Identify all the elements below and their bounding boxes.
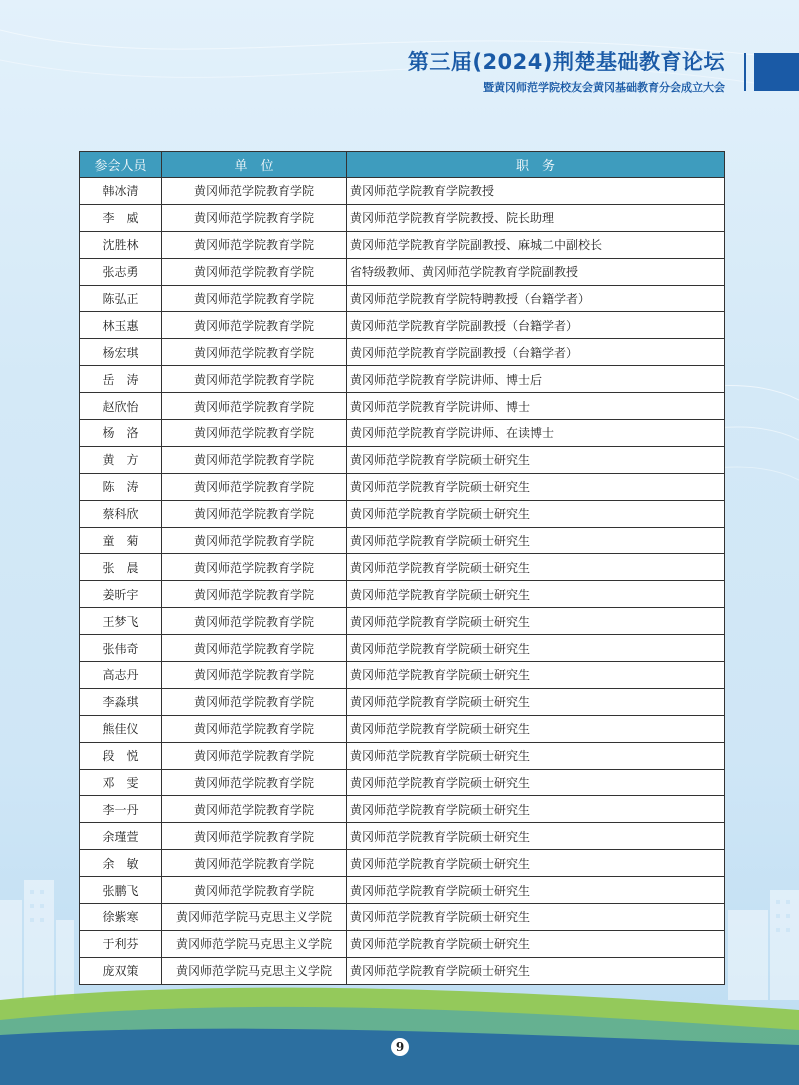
attendee-name-cell: 蔡科欣 [80, 500, 162, 527]
unit-cell: 黄冈师范学院马克思主义学院 [162, 957, 347, 984]
unit-cell: 黄冈师范学院教育学院 [162, 554, 347, 581]
table-row [80, 285, 725, 312]
unit-cell: 黄冈师范学院教育学院 [162, 715, 347, 742]
position-cell: 黄冈师范学院教育学院教授 [347, 178, 725, 205]
position-cell: 黄冈师范学院教育学院硕士研究生 [347, 635, 725, 662]
unit-cell: 黄冈师范学院教育学院 [162, 285, 347, 312]
position-cell: 黄冈师范学院教育学院副教授（台籍学者） [347, 339, 725, 366]
unit-cell: 黄冈师范学院教育学院 [162, 742, 347, 769]
attendee-name-cell: 张 晨 [80, 554, 162, 581]
attendee-name-cell: 庞双策 [80, 957, 162, 984]
table-row [80, 527, 725, 554]
unit-cell: 黄冈师范学院教育学院 [162, 178, 347, 205]
table-row [80, 581, 725, 608]
attendee-name-cell: 余 敏 [80, 850, 162, 877]
attendee-name-cell: 李淼琪 [80, 688, 162, 715]
unit-cell: 黄冈师范学院教育学院 [162, 420, 347, 447]
unit-cell: 黄冈师范学院马克思主义学院 [162, 904, 347, 931]
table-row [80, 796, 725, 823]
attendee-name-cell: 陈弘正 [80, 285, 162, 312]
unit-cell: 黄冈师范学院教育学院 [162, 393, 347, 420]
attendee-name-cell: 于利芬 [80, 930, 162, 957]
table-row [80, 312, 725, 339]
position-cell: 黄冈师范学院教育学院硕士研究生 [347, 608, 725, 635]
attendee-name-cell: 岳 涛 [80, 366, 162, 393]
attendee-name-cell: 陈 涛 [80, 473, 162, 500]
attendee-name-cell: 杨 洛 [80, 420, 162, 447]
position-cell: 黄冈师范学院教育学院副教授（台籍学者） [347, 312, 725, 339]
forum-subtitle: 暨黄冈师范学院校友会黄冈基础教育分会成立大会 [483, 81, 725, 94]
position-cell: 黄冈师范学院教育学院硕士研究生 [347, 554, 725, 581]
unit-cell: 黄冈师范学院教育学院 [162, 823, 347, 850]
position-cell: 黄冈师范学院教育学院硕士研究生 [347, 850, 725, 877]
table-row [80, 688, 725, 715]
header-divider-bar [744, 53, 746, 91]
attendee-name-cell: 徐紫寒 [80, 904, 162, 931]
table-row [80, 178, 725, 205]
table-row [80, 258, 725, 285]
attendee-name-cell: 韩冰清 [80, 178, 162, 205]
table-row [80, 366, 725, 393]
attendee-name-cell: 余瑾萱 [80, 823, 162, 850]
position-cell: 黄冈师范学院教育学院硕士研究生 [347, 930, 725, 957]
position-cell: 黄冈师范学院教育学院硕士研究生 [347, 662, 725, 689]
attendee-name-cell: 张鹏飞 [80, 877, 162, 904]
attendee-name-cell: 熊佳仪 [80, 715, 162, 742]
position-cell: 黄冈师范学院教育学院硕士研究生 [347, 473, 725, 500]
column-header-attendee: 参会人员 [80, 152, 162, 178]
table-row [80, 904, 725, 931]
unit-cell: 黄冈师范学院教育学院 [162, 204, 347, 231]
position-cell: 黄冈师范学院教育学院硕士研究生 [347, 688, 725, 715]
table-row [80, 500, 725, 527]
attendee-name-cell: 李一丹 [80, 796, 162, 823]
attendee-name-cell: 张志勇 [80, 258, 162, 285]
position-cell: 黄冈师范学院教育学院硕士研究生 [347, 581, 725, 608]
attendee-name-cell: 杨宏琪 [80, 339, 162, 366]
table-row [80, 662, 725, 689]
unit-cell: 黄冈师范学院教育学院 [162, 366, 347, 393]
unit-cell: 黄冈师范学院教育学院 [162, 446, 347, 473]
position-cell: 黄冈师范学院教育学院硕士研究生 [347, 957, 725, 984]
table-row [80, 608, 725, 635]
unit-cell: 黄冈师范学院教育学院 [162, 769, 347, 796]
position-cell: 黄冈师范学院教育学院硕士研究生 [347, 446, 725, 473]
position-cell: 黄冈师范学院教育学院硕士研究生 [347, 527, 725, 554]
table-row [80, 850, 725, 877]
unit-cell: 黄冈师范学院教育学院 [162, 312, 347, 339]
table-row [80, 742, 725, 769]
position-cell: 黄冈师范学院教育学院硕士研究生 [347, 823, 725, 850]
attendee-table [79, 151, 725, 985]
unit-cell: 黄冈师范学院教育学院 [162, 796, 347, 823]
forum-title: 第三届(2024)荆楚基础教育论坛 [407, 50, 725, 74]
unit-cell: 黄冈师范学院教育学院 [162, 581, 347, 608]
table-row [80, 823, 725, 850]
table-row [80, 930, 725, 957]
table-row [80, 446, 725, 473]
page-header [408, 46, 725, 95]
unit-cell: 黄冈师范学院教育学院 [162, 608, 347, 635]
attendee-name-cell: 赵欣怡 [80, 393, 162, 420]
unit-cell: 黄冈师范学院教育学院 [162, 688, 347, 715]
unit-cell: 黄冈师范学院教育学院 [162, 527, 347, 554]
position-cell: 黄冈师范学院教育学院硕士研究生 [347, 769, 725, 796]
position-cell: 黄冈师范学院教育学院讲师、在读博士 [347, 420, 725, 447]
attendee-name-cell: 李 威 [80, 204, 162, 231]
position-cell: 黄冈师范学院教育学院教授、院长助理 [347, 204, 725, 231]
header-accent-block [754, 53, 799, 91]
table-row [80, 957, 725, 984]
attendee-name-cell: 童 菊 [80, 527, 162, 554]
attendee-name-cell: 林玉惠 [80, 312, 162, 339]
position-cell: 黄冈师范学院教育学院硕士研究生 [347, 715, 725, 742]
unit-cell: 黄冈师范学院教育学院 [162, 231, 347, 258]
unit-cell: 黄冈师范学院教育学院 [162, 339, 347, 366]
attendee-name-cell: 段 悦 [80, 742, 162, 769]
unit-cell: 黄冈师范学院教育学院 [162, 500, 347, 527]
column-header-unit: 单 位 [162, 152, 347, 178]
attendee-name-cell: 高志丹 [80, 662, 162, 689]
position-cell: 省特级教师、黄冈师范学院教育学院副教授 [347, 258, 725, 285]
position-cell: 黄冈师范学院教育学院讲师、博士 [347, 393, 725, 420]
table-row [80, 204, 725, 231]
attendee-name-cell: 张伟奇 [80, 635, 162, 662]
unit-cell: 黄冈师范学院教育学院 [162, 635, 347, 662]
attendee-name-cell: 沈胜林 [80, 231, 162, 258]
attendee-name-cell: 王梦飞 [80, 608, 162, 635]
attendee-name-cell: 姜昕宇 [80, 581, 162, 608]
position-cell: 黄冈师范学院教育学院特聘教授（台籍学者） [347, 285, 725, 312]
table-header-row [80, 152, 725, 178]
table-row [80, 715, 725, 742]
table-row [80, 877, 725, 904]
unit-cell: 黄冈师范学院教育学院 [162, 877, 347, 904]
position-cell: 黄冈师范学院教育学院硕士研究生 [347, 877, 725, 904]
position-cell: 黄冈师范学院教育学院硕士研究生 [347, 500, 725, 527]
table-row [80, 393, 725, 420]
table-row [80, 420, 725, 447]
position-cell: 黄冈师范学院教育学院硕士研究生 [347, 904, 725, 931]
page-number: 9 [391, 1038, 409, 1056]
table-row [80, 231, 725, 258]
unit-cell: 黄冈师范学院教育学院 [162, 662, 347, 689]
column-header-position: 职 务 [347, 152, 725, 178]
attendee-name-cell: 邓 雯 [80, 769, 162, 796]
table-row [80, 473, 725, 500]
position-cell: 黄冈师范学院教育学院讲师、博士后 [347, 366, 725, 393]
table-row [80, 554, 725, 581]
position-cell: 黄冈师范学院教育学院硕士研究生 [347, 796, 725, 823]
attendee-name-cell: 黄 方 [80, 446, 162, 473]
table-row [80, 339, 725, 366]
table-row [80, 635, 725, 662]
unit-cell: 黄冈师范学院教育学院 [162, 473, 347, 500]
position-cell: 黄冈师范学院教育学院硕士研究生 [347, 742, 725, 769]
unit-cell: 黄冈师范学院教育学院 [162, 258, 347, 285]
position-cell: 黄冈师范学院教育学院副教授、麻城二中副校长 [347, 231, 725, 258]
unit-cell: 黄冈师范学院马克思主义学院 [162, 930, 347, 957]
unit-cell: 黄冈师范学院教育学院 [162, 850, 347, 877]
table-row [80, 769, 725, 796]
